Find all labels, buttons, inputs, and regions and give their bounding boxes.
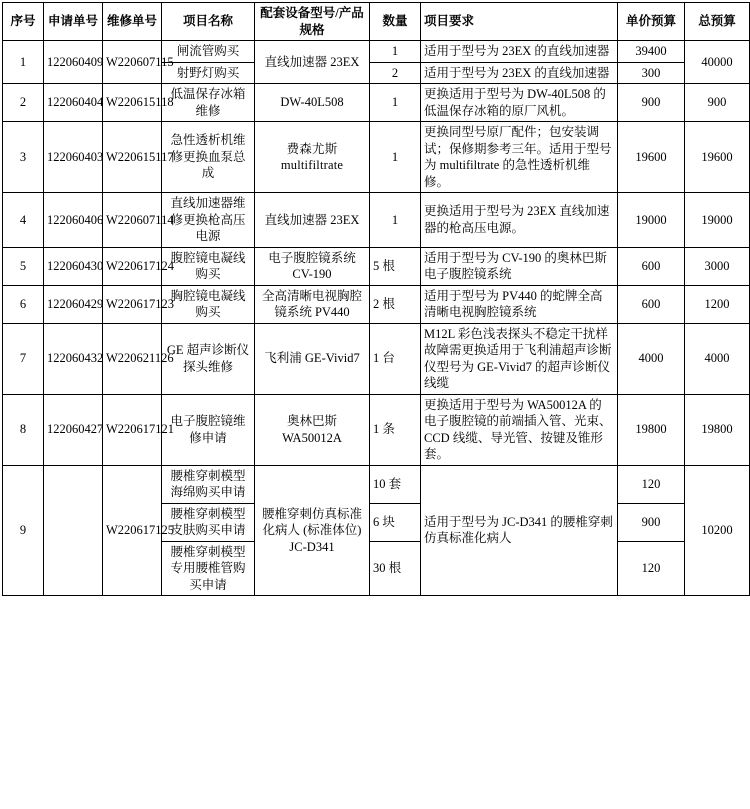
table-row [3,465,750,503]
cell-qty: 10 套 [370,465,421,503]
cell-seq: 2 [3,84,44,122]
cell-qty: 1 [370,122,421,193]
table-row [3,84,750,122]
table-row [3,323,750,394]
cell-spec: 电子腹腔镜系统 CV-190 [255,247,370,285]
table-row [3,394,750,465]
cell-qty: 2 [370,62,421,84]
cell-repair-no: W220617125 [103,465,162,596]
cell-spec: 全高清晰电视胸腔镜系统 PV440 [255,285,370,323]
table-row [3,247,750,285]
cell-spec: 腰椎穿刺仿真标准化病人 (标准体位) JC-D341 [255,465,370,596]
cell-item-name: 电子腹腔镜维修申请 [162,394,255,465]
cell-spec: 直线加速器 23EX [255,41,370,84]
cell-spec: 奥林巴斯 WA50012A [255,394,370,465]
cell-requirement: 更换同型号原厂配件；包安装调试；保修期参考三年。适用于型号为 multifiltrate 的急性透析机维修。 [421,122,618,193]
cell-item-name: 直线加速器维修更换枪高压电源 [162,193,255,248]
column-header-total-budget: 总预算 [685,3,750,41]
cell-total-budget: 3000 [685,247,750,285]
column-header-repair-no: 维修单号 [103,3,162,41]
cell-item-name: 急性透析机维修更换血泵总成 [162,122,255,193]
cell-requirement: 适用于型号为 PV440 的蛇牌全高清晰电视胸腔镜系统 [421,285,618,323]
cell-qty: 1 [370,41,421,63]
cell-unit-budget: 600 [618,285,685,323]
column-header-apply-no: 申请单号 [44,3,103,41]
column-header-item-name: 项目名称 [162,3,255,41]
column-header-requirement: 项目要求 [421,3,618,41]
cell-apply-no: 122060429 [44,285,103,323]
cell-qty: 6 块 [370,503,421,541]
cell-unit-budget: 39400 [618,41,685,63]
cell-seq: 6 [3,285,44,323]
cell-repair-no: W220615118 [103,84,162,122]
cell-total-budget: 1200 [685,285,750,323]
cell-total-budget: 19000 [685,193,750,248]
cell-repair-no: W220607115 [103,41,162,84]
cell-item-name: 腹腔镜电凝线购买 [162,247,255,285]
cell-unit-budget: 120 [618,465,685,503]
cell-requirement: 适用于型号为 JC-D341 的腰椎穿刺仿真标准化病人 [421,465,618,596]
cell-apply-no: 122060404 [44,84,103,122]
cell-qty: 1 台 [370,323,421,394]
cell-apply-no: 122060409 [44,41,103,84]
cell-spec: 费森尤斯 multifiltrate [255,122,370,193]
column-header-unit-budget: 单价预算 [618,3,685,41]
cell-requirement: 更换适用于型号为 23EX 直线加速器的枪高压电源。 [421,193,618,248]
cell-spec: 直线加速器 23EX [255,193,370,248]
cell-apply-no: 122060427 [44,394,103,465]
cell-unit-budget: 120 [618,541,685,596]
cell-qty: 1 条 [370,394,421,465]
cell-total-budget: 4000 [685,323,750,394]
cell-unit-budget: 900 [618,84,685,122]
cell-requirement: 适用于型号为 CV-190 的奥林巴斯电子腹腔镜系统 [421,247,618,285]
table-row [3,285,750,323]
cell-repair-no: W220617124 [103,247,162,285]
cell-qty: 5 根 [370,247,421,285]
column-header-qty: 数量 [370,3,421,41]
cell-requirement: 适用于型号为 23EX 的直线加速器 [421,41,618,63]
cell-total-budget: 900 [685,84,750,122]
cell-apply-no: 122060406 [44,193,103,248]
cell-seq: 4 [3,193,44,248]
cell-total-budget: 19800 [685,394,750,465]
cell-apply-no: 122060430 [44,247,103,285]
cell-seq: 5 [3,247,44,285]
cell-item-name: 低温保存冰箱维修 [162,84,255,122]
cell-repair-no: W220617121 [103,394,162,465]
cell-item-name: 腰椎穿刺模型专用腰椎管购买申请 [162,541,255,596]
cell-seq: 1 [3,41,44,84]
cell-requirement: M12L 彩色浅表探头不稳定干扰样故障需更换适用于飞利浦超声诊断仪型号为 GE-Vivid7 的超声诊断仪线缆 [421,323,618,394]
table-row [3,41,750,63]
cell-item-name: 射野灯购买 [162,62,255,84]
cell-unit-budget: 4000 [618,323,685,394]
cell-spec: DW-40L508 [255,84,370,122]
cell-qty: 2 根 [370,285,421,323]
cell-requirement: 更换适用于型号为 DW-40L508 的低温保存冰箱的原厂风机。 [421,84,618,122]
cell-total-budget: 10200 [685,465,750,596]
cell-unit-budget: 900 [618,503,685,541]
cell-apply-no: 122060403 [44,122,103,193]
cell-requirement: 更换适用于型号为 WA50012A 的电子腹腔镜的前端插入管、光束、CCD 线缆、导光管、按键及锥形套。 [421,394,618,465]
cell-seq: 9 [3,465,44,596]
cell-item-name: 胸腔镜电凝线购买 [162,285,255,323]
cell-requirement: 适用于型号为 23EX 的直线加速器 [421,62,618,84]
cell-unit-budget: 300 [618,62,685,84]
cell-unit-budget: 600 [618,247,685,285]
cell-repair-no: W220615117 [103,122,162,193]
cell-qty: 1 [370,84,421,122]
cell-repair-no: W220607114 [103,193,162,248]
cell-qty: 30 根 [370,541,421,596]
table-row [3,122,750,193]
cell-repair-no: W220621126 [103,323,162,394]
cell-qty: 1 [370,193,421,248]
table-row [3,193,750,248]
cell-seq: 7 [3,323,44,394]
cell-repair-no: W220617123 [103,285,162,323]
cell-item-name: 闸流管购买 [162,41,255,63]
cell-unit-budget: 19000 [618,193,685,248]
cell-spec: 飞利浦 GE-Vivid7 [255,323,370,394]
cell-apply-no: 122060432 [44,323,103,394]
cell-total-budget: 40000 [685,41,750,84]
cell-unit-budget: 19800 [618,394,685,465]
cell-seq: 8 [3,394,44,465]
cell-item-name: 腰椎穿刺模型皮肤购买申请 [162,503,255,541]
column-header-spec: 配套设备型号/产品规格 [255,3,370,41]
procurement-table [2,2,750,596]
cell-unit-budget: 19600 [618,122,685,193]
cell-total-budget: 19600 [685,122,750,193]
column-header-seq: 序号 [3,3,44,41]
cell-apply-no [44,465,103,596]
cell-seq: 3 [3,122,44,193]
cell-item-name: 腰椎穿刺模型海绵购买申请 [162,465,255,503]
table-header-row [3,3,750,41]
cell-item-name: GE 超声诊断仪探头维修 [162,323,255,394]
